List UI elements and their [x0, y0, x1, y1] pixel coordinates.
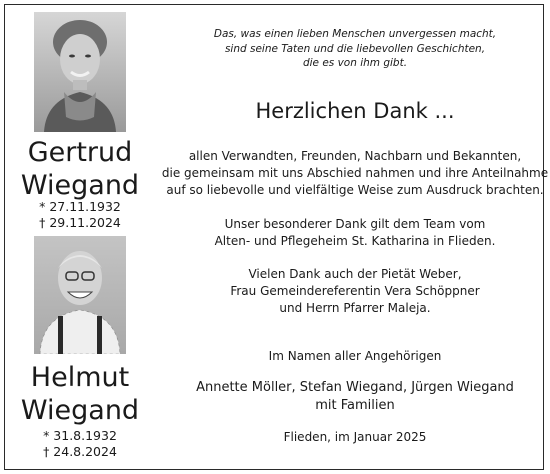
text-line: die gemeinsam mit uns Abschied nahmen und ihre Anteilnahme: [161, 166, 549, 180]
portrait-gertrud-image: [34, 12, 126, 132]
last-name: Wiegand: [20, 170, 140, 201]
portrait-photo-helmut: [34, 236, 126, 354]
text-line: Annette Möller, Stefan Wiegand, Jürgen Wiegand: [196, 380, 514, 395]
text-line: und Herrn Pfarrer Maleja.: [279, 301, 431, 315]
birth-date: * 31.8.1932: [43, 428, 117, 443]
first-name: Helmut: [30, 362, 130, 393]
text-line: mit Familien: [315, 398, 395, 413]
left-column: [0, 0, 160, 474]
dates-gertrud: [0, 199, 160, 231]
death-date: † 29.11.2024: [39, 215, 121, 230]
text-line: Vielen Dank auch der Pietät Weber,: [248, 267, 462, 281]
quote-line: sind seine Taten und die liebevollen Geschichten,: [224, 42, 486, 55]
right-column: [160, 0, 550, 474]
thanks-paragraph-relatives: [160, 148, 550, 199]
portrait-helmut-image: [34, 236, 126, 354]
place-and-date: Flieden, im Januar 2025: [283, 430, 427, 444]
closing-line: Im Namen aller Angehörigen: [268, 349, 442, 363]
text-line: Alten- und Pflegeheim St. Katharina in Flieden.: [214, 234, 496, 248]
death-date: † 24.8.2024: [43, 444, 117, 459]
memorial-quote: [160, 27, 550, 71]
portrait-photo-gertrud: [34, 12, 126, 132]
last-name: Wiegand: [20, 395, 140, 426]
first-name: Gertrud: [27, 137, 133, 168]
quote-line: die es von ihm gibt.: [302, 57, 408, 69]
text-line: allen Verwandten, Freunden, Nachbarn und Bekannten,: [188, 149, 522, 163]
text-line: Frau Gemeindereferentin Vera Schöppner: [230, 284, 480, 298]
dates-helmut: [0, 428, 160, 460]
thanks-paragraph-care-home: [160, 216, 550, 250]
birth-date: * 27.11.1932: [39, 199, 121, 214]
family-names: [160, 379, 550, 415]
text-line: Unser besonderer Dank gilt dem Team vom: [224, 217, 486, 231]
name-gertrud: [0, 136, 160, 202]
text-line: auf so liebevolle und vielfältige Weise zum Ausdruck brachten.: [166, 183, 544, 197]
quote-line: Das, was einen lieben Menschen unvergessen macht,: [213, 28, 497, 40]
thanks-paragraph-funeral: [160, 266, 550, 317]
name-helmut: [0, 361, 160, 427]
thanks-headline: Herzlichen Dank ...: [255, 99, 455, 123]
